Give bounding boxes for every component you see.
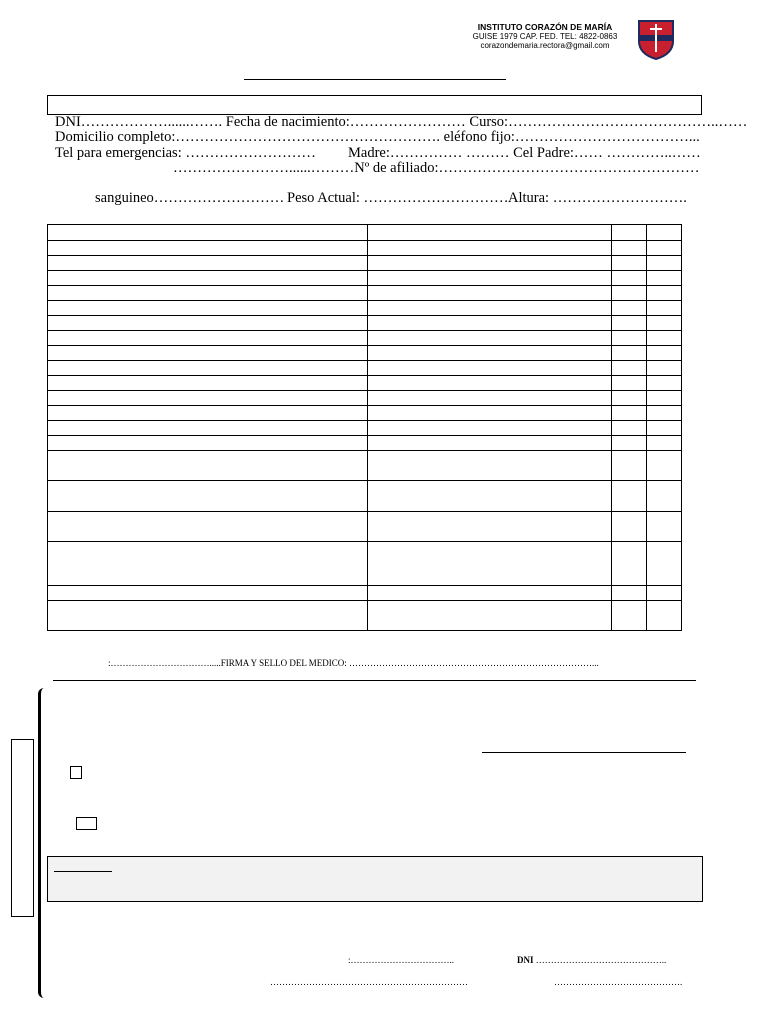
- table-cell[interactable]: [48, 436, 368, 451]
- table-cell[interactable]: [612, 601, 647, 631]
- table-cell[interactable]: [612, 271, 647, 286]
- table-row: [48, 346, 682, 361]
- table-cell[interactable]: [647, 316, 682, 331]
- table-cell[interactable]: [48, 241, 368, 256]
- table-cell[interactable]: [368, 271, 612, 286]
- field-row-weight[interactable]: Peso Actual: …………………………: [287, 190, 509, 206]
- bottom-colon-dots[interactable]: :……………………………..: [348, 955, 455, 965]
- table-cell[interactable]: [647, 586, 682, 601]
- note-box: [47, 856, 703, 902]
- table-cell[interactable]: [48, 286, 368, 301]
- table-cell[interactable]: [48, 481, 368, 512]
- institution-email: corazondemaria.rectora@gmail.com: [480, 41, 610, 50]
- dni-label: DNI: [517, 955, 534, 965]
- table-row: [48, 271, 682, 286]
- table-cell[interactable]: [368, 451, 612, 481]
- table-cell[interactable]: [647, 512, 682, 542]
- table-cell[interactable]: [612, 421, 647, 436]
- table-cell[interactable]: [368, 376, 612, 391]
- table-cell[interactable]: [612, 331, 647, 346]
- table-cell[interactable]: [368, 286, 612, 301]
- table-cell[interactable]: [48, 301, 368, 316]
- table-cell[interactable]: [368, 256, 612, 271]
- table-cell[interactable]: [48, 346, 368, 361]
- table-cell[interactable]: [48, 376, 368, 391]
- signature-underline: [482, 752, 686, 753]
- table-cell[interactable]: [647, 406, 682, 421]
- table-cell[interactable]: [647, 301, 682, 316]
- table-cell[interactable]: [647, 331, 682, 346]
- table-row: [48, 376, 682, 391]
- table-cell[interactable]: [647, 346, 682, 361]
- table-cell[interactable]: [48, 256, 368, 271]
- table-cell[interactable]: [612, 361, 647, 376]
- table-cell[interactable]: [48, 271, 368, 286]
- table-row: [48, 421, 682, 436]
- note-underline: [54, 871, 112, 872]
- table-cell[interactable]: [612, 286, 647, 301]
- table-cell[interactable]: [612, 256, 647, 271]
- table-row: [48, 481, 682, 512]
- table-row: [48, 301, 682, 316]
- field-row-height[interactable]: Altura: ……………………….: [508, 190, 687, 206]
- doctor-signature-line[interactable]: :…………………………….....FIRMA Y SELLO DEL MEDICO: ………………………………………………………………………...: [108, 658, 599, 668]
- table-cell[interactable]: [48, 316, 368, 331]
- title-underline: [244, 79, 506, 80]
- table-row: [48, 391, 682, 406]
- table-row: [48, 436, 682, 451]
- table-cell[interactable]: [647, 271, 682, 286]
- table-cell[interactable]: [368, 301, 612, 316]
- table-cell[interactable]: [647, 256, 682, 271]
- table-cell[interactable]: [368, 586, 612, 601]
- table-row: [48, 512, 682, 542]
- header-block: [455, 22, 635, 50]
- table-cell[interactable]: [48, 331, 368, 346]
- table-cell[interactable]: [647, 361, 682, 376]
- table-cell[interactable]: [368, 601, 612, 631]
- checkbox-2[interactable]: [76, 817, 97, 830]
- section-divider: [53, 680, 696, 681]
- table-cell[interactable]: [368, 316, 612, 331]
- side-box: [11, 739, 34, 917]
- table-cell[interactable]: [647, 225, 682, 241]
- table-cell[interactable]: [48, 586, 368, 601]
- table-row: [48, 361, 682, 376]
- field-row-affiliate[interactable]: ……………………......………Nº de afiliado:………………………………………………: [173, 160, 700, 176]
- table-cell[interactable]: [368, 421, 612, 436]
- left-brace: [38, 688, 49, 998]
- section-header-box: [47, 95, 702, 115]
- table-row: [48, 601, 682, 631]
- table-cell[interactable]: [368, 481, 612, 512]
- table-cell[interactable]: [612, 586, 647, 601]
- table-cell[interactable]: [612, 451, 647, 481]
- table-cell[interactable]: [612, 376, 647, 391]
- table-cell[interactable]: [368, 331, 612, 346]
- table-cell[interactable]: [368, 406, 612, 421]
- table-cell[interactable]: [647, 436, 682, 451]
- table-cell[interactable]: [647, 601, 682, 631]
- table-cell[interactable]: [368, 542, 612, 586]
- table-cell[interactable]: [647, 421, 682, 436]
- table-row: [48, 542, 682, 586]
- table-row: [48, 286, 682, 301]
- table-cell[interactable]: [612, 346, 647, 361]
- table-cell[interactable]: [612, 436, 647, 451]
- institution-name: INSTITUTO CORAZÓN DE MARÍA: [477, 22, 613, 32]
- table-cell[interactable]: [48, 542, 368, 586]
- table-cell[interactable]: [368, 225, 612, 241]
- table-cell[interactable]: [612, 542, 647, 586]
- table-cell[interactable]: [48, 361, 368, 376]
- field-row-parents[interactable]: Madre:…………… ……… Cel Padre:…… …………..……: [348, 145, 701, 161]
- field-row-address[interactable]: Domicilio completo:………………………………………………. eléfono fijo:………………………………...: [55, 129, 700, 145]
- table-cell[interactable]: [612, 481, 647, 512]
- table-cell[interactable]: [368, 346, 612, 361]
- school-crest-logo: [636, 19, 676, 61]
- table-cell[interactable]: [612, 512, 647, 542]
- table-cell[interactable]: [647, 241, 682, 256]
- table-cell[interactable]: [368, 436, 612, 451]
- table-cell[interactable]: [612, 241, 647, 256]
- table-cell[interactable]: [612, 316, 647, 331]
- table-cell[interactable]: [368, 361, 612, 376]
- table-row: [48, 331, 682, 346]
- checkbox-1[interactable]: [70, 766, 82, 779]
- table-cell[interactable]: [647, 542, 682, 586]
- field-row-blood[interactable]: sanguineo………………………: [95, 190, 285, 206]
- table-cell[interactable]: [612, 301, 647, 316]
- dni-dots: ……………………………………..: [533, 955, 667, 965]
- table-cell[interactable]: [48, 601, 368, 631]
- table-cell[interactable]: [612, 225, 647, 241]
- table-cell[interactable]: [368, 391, 612, 406]
- field-row-emergency[interactable]: Tel para emergencias: ………………………: [55, 145, 316, 161]
- table-cell[interactable]: [647, 481, 682, 512]
- table-cell[interactable]: [647, 286, 682, 301]
- table-cell[interactable]: [612, 391, 647, 406]
- table-cell[interactable]: [612, 406, 647, 421]
- table-row: [48, 241, 682, 256]
- table-cell[interactable]: [48, 391, 368, 406]
- table-row: [48, 451, 682, 481]
- table-row: [48, 586, 682, 601]
- bottom-dots-left[interactable]: …………………………………………………………: [270, 977, 468, 987]
- bottom-dni[interactable]: [517, 955, 666, 965]
- medical-table: [47, 224, 682, 631]
- table-cell[interactable]: [368, 241, 612, 256]
- table-row: [48, 256, 682, 271]
- table-cell[interactable]: [48, 512, 368, 542]
- bottom-dots-right[interactable]: …………………………………….: [554, 977, 683, 987]
- table-cell[interactable]: [48, 406, 368, 421]
- table-cell[interactable]: [48, 421, 368, 436]
- table-row: [48, 225, 682, 241]
- table-row: [48, 406, 682, 421]
- table-cell[interactable]: [48, 451, 368, 481]
- table-cell[interactable]: [368, 512, 612, 542]
- table-row: [48, 316, 682, 331]
- table-cell[interactable]: [647, 376, 682, 391]
- table-cell[interactable]: [647, 451, 682, 481]
- table-cell[interactable]: [48, 225, 368, 241]
- table-cell[interactable]: [647, 391, 682, 406]
- institution-address: GUISE 1979 CAP. FED. TEL: 4822-0863: [472, 32, 618, 41]
- field-row-dni[interactable]: DNI………………......……. Fecha de nacimiento:…………………… Curso:……………………………………..……: [55, 114, 748, 130]
